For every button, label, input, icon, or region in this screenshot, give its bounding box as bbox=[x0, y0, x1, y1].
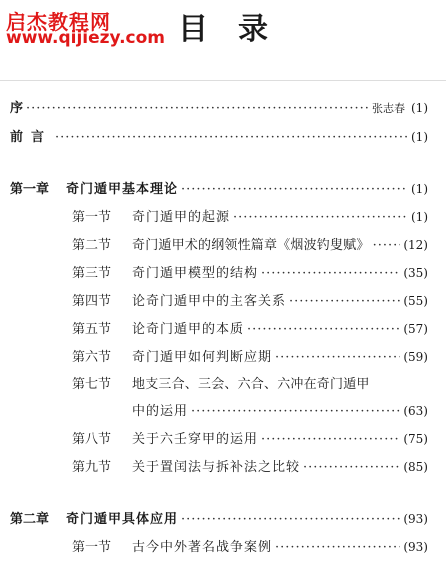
toc-section-title: 地支三合、三会、六合、六冲在奇门遁甲 bbox=[132, 377, 370, 392]
toc-leader-dots bbox=[26, 98, 369, 120]
toc-page: (93) bbox=[403, 540, 428, 554]
toc-leader-dots bbox=[275, 537, 400, 559]
toc-row-section[interactable] bbox=[72, 262, 428, 284]
toc-chapter-title: 奇门遁甲具体应用 bbox=[66, 512, 179, 527]
toc-leader-dots bbox=[233, 207, 408, 229]
toc-section-title: 论奇门遁甲的本质 bbox=[132, 322, 245, 337]
toc-row-foreword[interactable] bbox=[10, 126, 428, 148]
top-divider bbox=[0, 80, 446, 81]
toc-row-section[interactable] bbox=[72, 234, 428, 256]
toc-page: (85) bbox=[403, 460, 428, 474]
toc-leader-dots bbox=[261, 263, 400, 285]
toc-section-title: 关于置闰法与拆补法之比较 bbox=[132, 460, 301, 475]
toc-row-section[interactable] bbox=[72, 290, 428, 312]
toc-section-title: 奇门遁甲的起源 bbox=[132, 210, 231, 225]
toc-page: (1) bbox=[411, 210, 428, 224]
toc-label: 序 bbox=[10, 101, 24, 116]
toc-author: 张志春 bbox=[372, 102, 405, 115]
toc-row-section[interactable] bbox=[72, 318, 428, 340]
toc-section-title: 古今中外著名战争案例 bbox=[132, 540, 273, 555]
toc-page: (59) bbox=[403, 350, 428, 364]
toc-section-label: 第一节 bbox=[72, 210, 112, 225]
toc-page: (35) bbox=[403, 266, 428, 280]
watermark-url: www.qijiezy.com bbox=[6, 28, 166, 48]
toc-chapter-label: 第一章 bbox=[10, 182, 50, 197]
toc-section-title: 论奇门遁甲中的主客关系 bbox=[132, 294, 287, 309]
toc-page: (1) bbox=[411, 130, 428, 144]
toc-row-chapter-1[interactable] bbox=[10, 178, 428, 200]
toc-leader-dots bbox=[247, 319, 400, 341]
toc-page: (12) bbox=[403, 238, 428, 252]
toc-row-preface[interactable] bbox=[10, 97, 428, 119]
toc-row-section[interactable] bbox=[72, 536, 428, 558]
toc-section-label: 第九节 bbox=[72, 460, 112, 475]
toc-section-title: 奇门遁甲如何判断应期 bbox=[132, 350, 273, 365]
toc-row-section[interactable] bbox=[72, 374, 428, 396]
toc-page: (1) bbox=[411, 182, 428, 196]
toc-section-label: 第四节 bbox=[72, 294, 112, 309]
toc-section-title: 奇门遁甲术的纲领性篇章《烟波钓叟赋》 bbox=[132, 238, 370, 253]
toc-page: (55) bbox=[403, 294, 428, 308]
toc-leader-dots bbox=[181, 509, 400, 531]
toc-leader-dots bbox=[275, 347, 400, 369]
toc-section-title-continued: 中的运用 bbox=[132, 404, 189, 419]
toc-row-section[interactable] bbox=[72, 346, 428, 368]
toc-row-chapter-2[interactable] bbox=[10, 508, 428, 530]
page-title: 目录 bbox=[178, 12, 298, 47]
toc-leader-dots bbox=[303, 457, 400, 479]
toc-leader-dots bbox=[289, 291, 400, 313]
toc-page: (1) bbox=[411, 101, 428, 115]
toc-leader-dots bbox=[55, 127, 408, 149]
toc-page: (57) bbox=[403, 322, 428, 336]
toc-section-title: 关于六壬穿甲的运用 bbox=[132, 432, 259, 447]
toc-section-label: 第五节 bbox=[72, 322, 112, 337]
toc-row-section[interactable] bbox=[72, 206, 428, 228]
toc-row-section-continued[interactable] bbox=[132, 400, 428, 422]
watermark-site-name: 启杰教程网 bbox=[6, 10, 111, 34]
toc-section-label: 第八节 bbox=[72, 432, 112, 447]
toc-page: (75) bbox=[403, 432, 428, 446]
toc-section-label: 第二节 bbox=[72, 238, 112, 253]
toc-section-label: 第七节 bbox=[72, 377, 112, 392]
toc-section-label: 第六节 bbox=[72, 350, 112, 365]
toc-page: (93) bbox=[403, 512, 428, 526]
toc-section-label: 第三节 bbox=[72, 266, 112, 281]
toc-section-title: 奇门遁甲模型的结构 bbox=[132, 266, 259, 281]
toc-chapter-title: 奇门遁甲基本理论 bbox=[66, 182, 179, 197]
toc-section-label: 第一节 bbox=[72, 540, 112, 555]
toc-label: 前言 bbox=[10, 130, 53, 145]
toc-leader-dots bbox=[373, 235, 401, 257]
toc-leader-dots bbox=[261, 429, 400, 451]
toc-page: (63) bbox=[403, 404, 428, 418]
toc-chapter-label: 第二章 bbox=[10, 512, 50, 527]
toc-leader-dots bbox=[181, 179, 408, 201]
toc-row-section[interactable] bbox=[72, 456, 428, 478]
toc-row-section[interactable] bbox=[72, 428, 428, 450]
toc-leader-dots bbox=[191, 401, 400, 423]
